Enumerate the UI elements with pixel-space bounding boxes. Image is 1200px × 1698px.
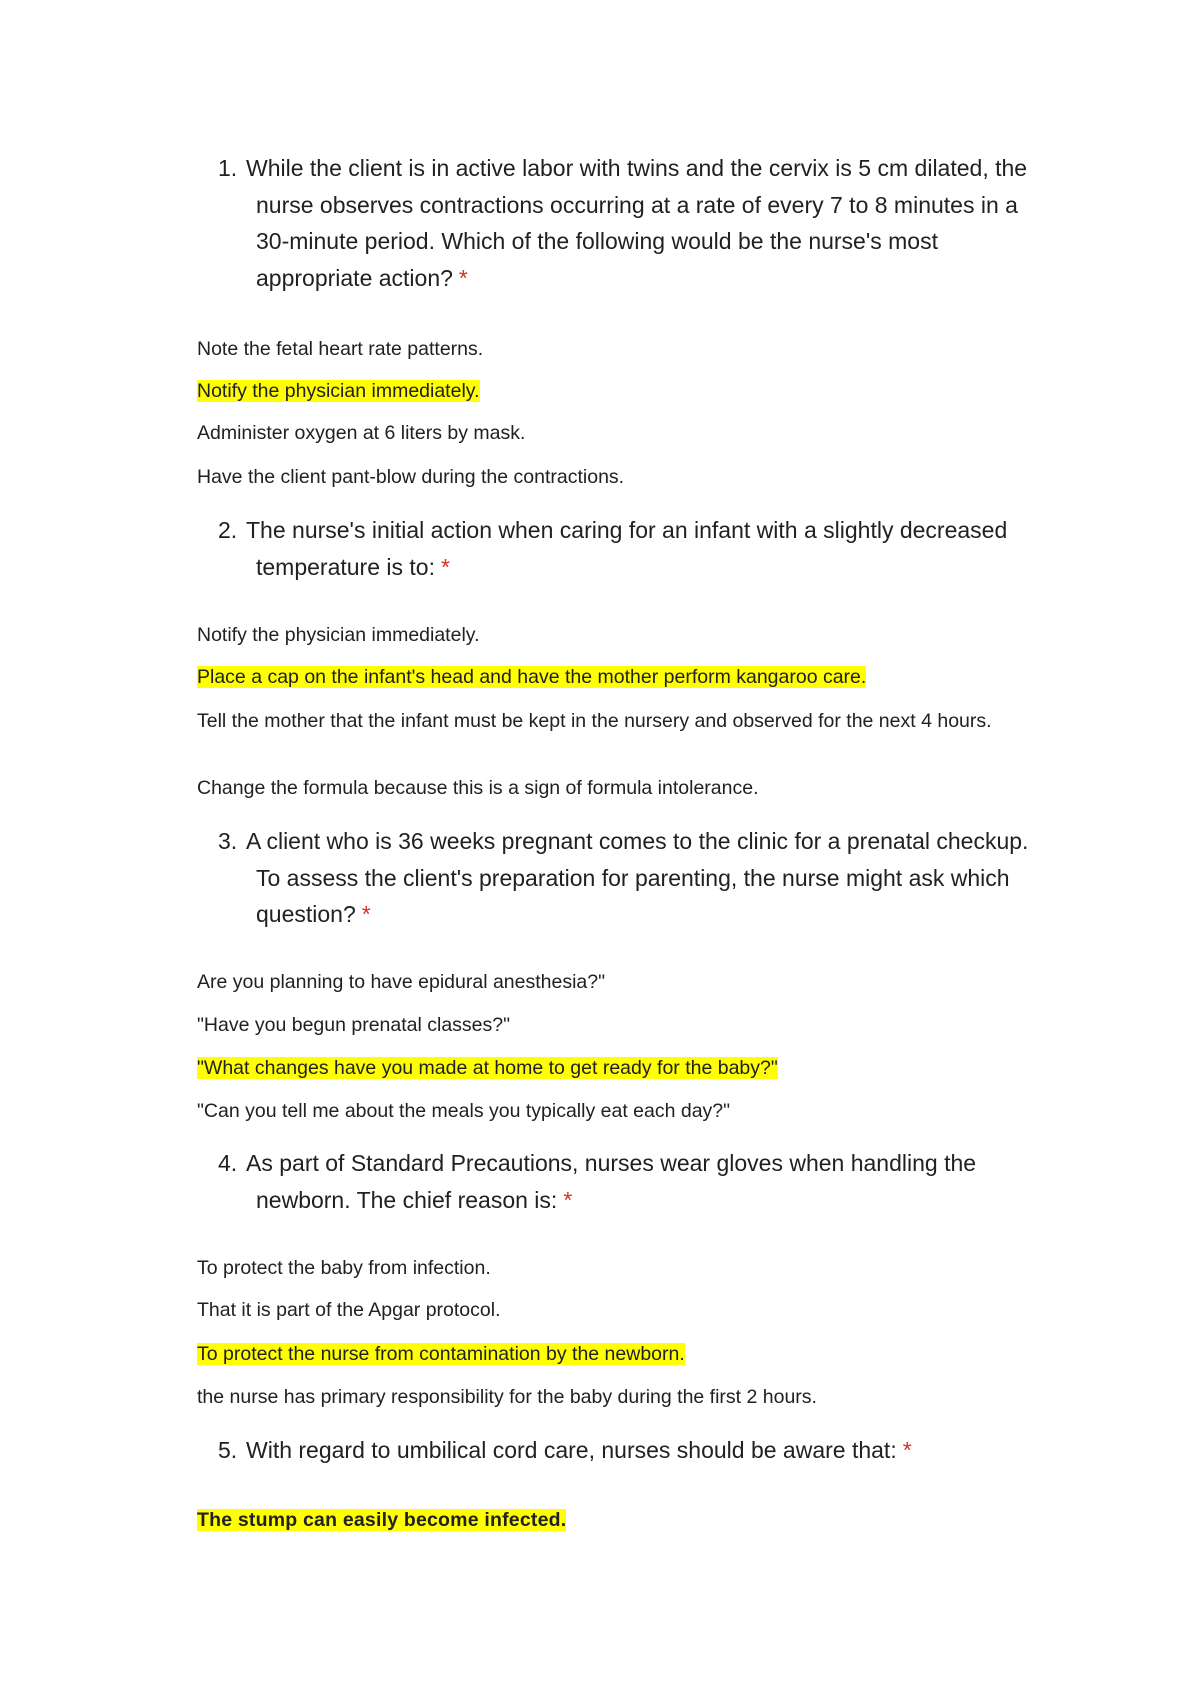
question-text: As part of Standard Precautions, nurses wear gloves when handling the newborn. The chief reason is: * [246, 1150, 977, 1213]
question-4 [218, 1145, 1038, 1218]
question-text: The nurse's initial action when caring for an infant with a slightly decreased temperature is to: * [246, 517, 1008, 580]
question-number: 1. [218, 155, 238, 181]
question-number: 5. [218, 1437, 238, 1463]
option-4b: That it is part of the Apgar protocol. [197, 1299, 501, 1321]
question-2 [218, 512, 1038, 585]
question-text: While the client is in active labor with twins and the cervix is 5 cm dilated, the nurse observes contractions occurring at a rate of every 7 to 8 minutes in a 30-minute period. Which of the following would be the nurse's most appropriate action? * [246, 155, 1028, 291]
question-number: 4. [218, 1150, 238, 1176]
option-3d: "Can you tell me about the meals you typically eat each day?" [197, 1100, 731, 1122]
option-2c: Tell the mother that the infant must be kept in the nursery and observed for the next 4 hours. [197, 710, 992, 732]
option-2b: Place a cap on the infant's head and have the mother perform kangaroo care. [197, 666, 867, 688]
question-5 [218, 1432, 1038, 1469]
question-text: With regard to umbilical cord care, nurses should be aware that: * [246, 1437, 912, 1463]
question-text: A client who is 36 weeks pregnant comes to the clinic for a prenatal checkup. To assess the client's preparation for parenting, the nurse might ask which question? * [246, 828, 1029, 927]
option-1d: Have the client pant-blow during the contractions. [197, 466, 625, 488]
question-number: 2. [218, 517, 238, 543]
option-5a: The stump can easily become infected. [197, 1509, 567, 1531]
question-3 [218, 823, 1038, 933]
required-mark: * [361, 901, 371, 927]
option-4d: the nurse has primary responsibility for the baby during the first 2 hours. [197, 1386, 817, 1408]
option-2a: Notify the physician immediately. [197, 624, 480, 646]
question-1 [218, 150, 1038, 296]
option-1a: Note the fetal heart rate patterns. [197, 338, 484, 360]
option-2d: Change the formula because this is a sign of formula intolerance. [197, 777, 759, 799]
option-3c: "What changes have you made at home to get ready for the baby?" [197, 1057, 778, 1079]
option-4c: To protect the nurse from contamination by the newborn. [197, 1343, 685, 1365]
option-3b: "Have you begun prenatal classes?" [197, 1014, 511, 1036]
required-mark: * [563, 1186, 573, 1213]
required-mark: * [440, 553, 450, 580]
question-number: 3. [218, 828, 238, 854]
option-1c: Administer oxygen at 6 liters by mask. [197, 422, 526, 444]
required-mark: * [902, 1437, 912, 1463]
option-3a: Are you planning to have epidural anesthesia?" [197, 971, 606, 993]
option-1b: Notify the physician immediately. [197, 380, 480, 402]
option-4a: To protect the baby from infection. [197, 1257, 491, 1279]
required-mark: * [458, 264, 468, 291]
